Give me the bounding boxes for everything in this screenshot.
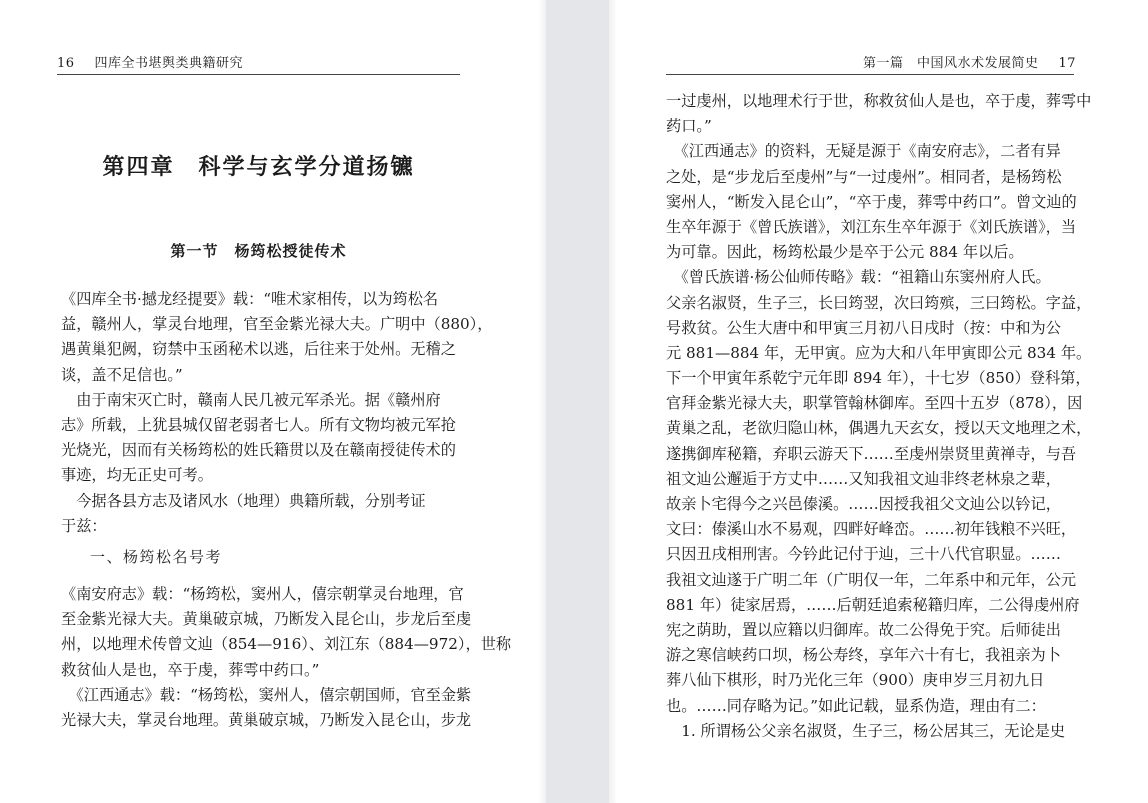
text-line: 父亲名淑贤，生子三，长曰筠翌，次曰筠殡，三曰筠松。字益， (666, 293, 1092, 312)
text-line: 号救贫。公生大唐中和甲寅三月初八日戌时（按：中和为公 (666, 318, 1061, 337)
text-line: 宪之荫助，置以应籍以归御库。故二公得免于究。后师徒出 (666, 620, 1061, 639)
text-line: 志》所载，上犹县城仅留老弱者七人。所有文物均被元军抢 (61, 415, 456, 434)
text-line: 元 881—884 年，无甲寅。应为大和八年甲寅即公元 834 年。 (666, 343, 1092, 362)
text-line: 为可靠。因此，杨筠松最少是卒于公元 884 年以后。 (666, 243, 1024, 262)
section-title: 第一节 杨筠松授徒传术 (170, 242, 347, 260)
text-line: 药口。” (666, 117, 712, 136)
text-line: 我祖文辿遂于广明二年（广明仅一年，二年系中和元年，公元 (666, 570, 1077, 589)
text-line: 官拜金紫光禄大夫，职掌管翰林御库。至四十五岁（878），因 (666, 394, 1083, 413)
text-line: 遂携御库秘籍，弃职云游天下……至虔州崇贤里黄禅寺，与吾 (666, 444, 1077, 463)
text-line: 游之寒信峡药口坝，杨公寿终，享年六十有七，我祖亲为卜 (666, 646, 1061, 665)
subheading: 一、杨筠松名号考 (90, 548, 223, 566)
text-line: 下一个甲寅年系乾宁元年即 894 年），十七岁（850）登科第， (666, 369, 1091, 388)
page-number: 17 (1058, 56, 1076, 71)
text-line: 黄巢之乱，老欲归隐山林，偶遇九天玄女，授以天文地理之术， (666, 419, 1092, 438)
text-line: 遇黄巢犯阙，窃禁中玉函秘术以逃，后往来于处州。无稽之 (61, 340, 456, 359)
body-text-block (61, 582, 512, 733)
text-line: 《南安府志》载：“杨筠松，窦州人，僖宗朝掌灵台地理，官 (61, 585, 464, 603)
text-line: 《曾氏族谱·杨公仙师传略》载：“祖籍山东窦州府人氏。 (666, 268, 1051, 287)
text-line: 《江西通志》的资料，无疑是源于《南安府志》，二者有异 (666, 142, 1061, 161)
body-text-block (61, 287, 493, 539)
text-line: 1. 所谓杨公父亲名淑贤，生子三，杨公居其三，无论是史 (666, 721, 1066, 740)
text-line: 至金紫光禄大夫。黄巢破京城，乃断发入昆仑山，步龙后至虔 (61, 610, 472, 629)
text-line: 事迹，均无正史可考。 (61, 466, 213, 485)
text-line: 州，以地理术传曾文辿（854—916）、刘江东（884—972），世称 (61, 635, 512, 654)
text-line: 881 年）徒家居焉，……后朝廷追索秘籍归库，二公得虔州府 (666, 595, 1080, 614)
book-title: 四库全书堪舆类典籍研究 (94, 56, 244, 71)
text-line: 谈，盖不足信也。” (61, 365, 183, 384)
text-line: 一过虔州，以地理术行于世，称救贫仙人是也，卒于虔，葬雩中 (666, 92, 1092, 110)
chapter-title: 第四章 科学与玄学分道扬镳 (102, 154, 415, 180)
text-line: 窦州人，“断发入昆仑山”，“卒于虔，葬雩中药口”。曾文辿的 (666, 192, 1077, 211)
gutter-shadow (609, 0, 617, 803)
running-head-left (57, 52, 243, 71)
text-line: 只因丑戌相刑害。今钤此记付于辿，三十八代官职显。…… (666, 545, 1061, 564)
body-text-block (666, 89, 1092, 744)
text-line: 益，赣州人，掌灵台地理，官至金紫光禄大夫。广明中（880）， (61, 315, 493, 334)
text-line: 救贫仙人是也，卒于虔，葬雩中药口。” (61, 660, 320, 679)
gutter-shadow (538, 0, 546, 803)
text-line: 葬八仙下棋形，时乃光化三年（900）庚申岁三月初九日 (666, 671, 1045, 690)
part-title: 第一篇 中国风水术发展简史 (862, 56, 1039, 71)
text-line: 《四库全书·撼龙经提要》载：“唯术家相传，以为筠松名 (61, 290, 439, 308)
text-line: 由于南宋灭亡时，赣南人民几被元军杀光。据《赣州府 (61, 390, 441, 409)
text-line: 生卒年源于《曾氏族谱》，刘江东生卒年源于《刘氏族谱》，当 (666, 217, 1077, 236)
page-number: 16 (57, 56, 75, 71)
text-line: 文曰：傣溪山水不易观，四畔好峰峦。……初年钱粮不兴旺， (666, 520, 1077, 539)
text-line: 今据各县方志及诸风水（地理）典籍所载，分别考证 (61, 491, 426, 510)
text-line: 光烧光，因而有关杨筠松的姓氏籍贯以及在赣南授徒传术的 (61, 441, 456, 460)
header-rule (666, 74, 1074, 75)
text-line: 祖文辿公邂逅于方丈中……又知我祖文辿非终老林泉之辈， (666, 469, 1061, 488)
header-rule (57, 74, 460, 75)
text-line: 故亲卜宅得今之兴邑傣溪。……因授我祖父文辿公以钤记， (666, 495, 1061, 513)
text-line: 《江西通志》载：“杨筠松，窦州人，僖宗朝国师，官至金紫 (61, 685, 472, 704)
text-line: 于兹： (61, 516, 107, 535)
text-line: 也。……同存略为记。”如此记载，显系伪造，理由有二： (666, 696, 1046, 715)
text-line: 光禄大夫，掌灵台地理。黄巢破京城，乃断发入昆仑山，步龙 (61, 710, 472, 729)
running-head-right (863, 52, 1076, 71)
text-line: 之处，是“步龙后至虔州”与“一过虔州”。相同者，是杨筠松 (666, 167, 1062, 186)
